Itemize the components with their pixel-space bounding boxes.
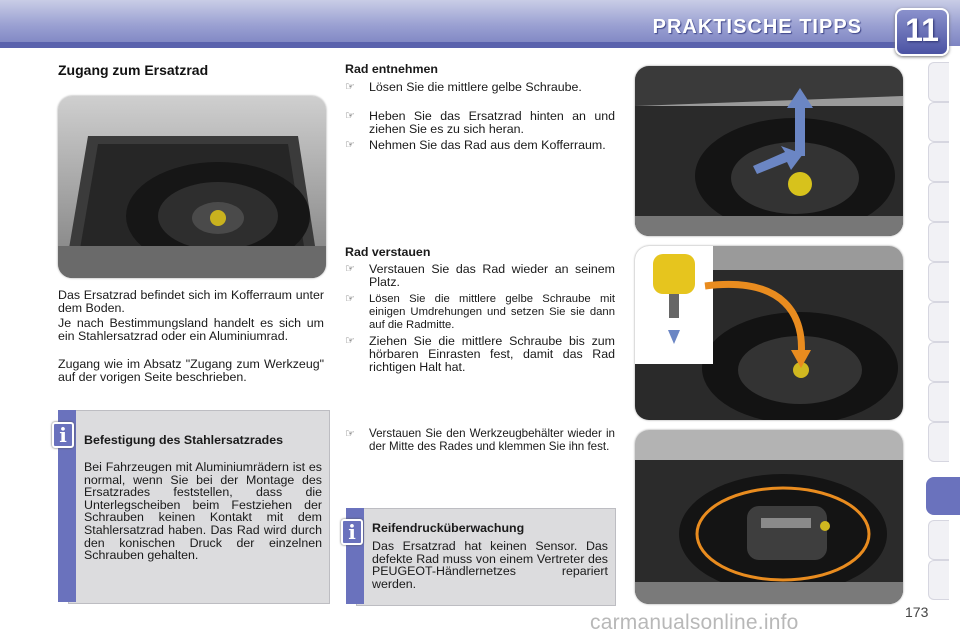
list-item-text: Verstauen Sie den Werkzeugbehälter wieder in der Mitte des Rades und klemmen Sie ihn fest. bbox=[369, 427, 615, 453]
side-tab[interactable] bbox=[928, 182, 949, 222]
section-title: Zugang zum Ersatzrad bbox=[58, 62, 209, 78]
side-tab[interactable] bbox=[928, 422, 949, 462]
pointing-hand-icon: ☞ bbox=[345, 428, 355, 440]
side-tab[interactable] bbox=[928, 560, 949, 600]
lift-wheel-photo bbox=[635, 66, 903, 236]
list-item-text: Lösen Sie die mittlere gelbe Schraube. bbox=[369, 80, 582, 94]
toolbox-in-wheel-photo bbox=[635, 430, 903, 604]
list-item-text: Verstauen Sie das Rad wieder an seinem Platz. bbox=[369, 262, 615, 289]
list-item-text: Ziehen Sie die mittlere Schraube bis zum hörbaren Einrasten fest, damit das Rad richtigen Halt hat. bbox=[369, 334, 615, 374]
intro-paragraph: Je nach Bestimmungsland handelt es sich um ein Stahlersatzrad oder ein Aluminiumrad. bbox=[58, 316, 324, 343]
pointing-hand-icon: ☞ bbox=[345, 81, 355, 93]
list-item-text: Nehmen Sie das Rad aus dem Kofferraum. bbox=[369, 138, 606, 152]
side-tab[interactable] bbox=[928, 520, 949, 560]
remove-wheel-title: Rad entnehmen bbox=[345, 62, 438, 76]
side-tab-active[interactable] bbox=[926, 477, 960, 515]
info-box-body: Das Ersatzrad hat keinen Sensor. Das defekte Rad muss von einem Vertreter des PEUGEOT-Händlernetzes repariert werden. bbox=[372, 539, 608, 591]
watermark: carmanualsonline.info bbox=[590, 611, 799, 634]
header-stripe bbox=[0, 42, 900, 48]
pointing-hand-icon: ☞ bbox=[345, 139, 355, 151]
pointing-hand-icon: ☞ bbox=[345, 263, 355, 275]
side-tab[interactable] bbox=[928, 342, 949, 382]
side-tab[interactable] bbox=[928, 102, 949, 142]
info-icon: i bbox=[341, 519, 363, 545]
side-tab[interactable] bbox=[928, 262, 949, 302]
pointing-hand-icon: ☞ bbox=[345, 110, 355, 122]
intro-paragraph: Das Ersatzrad befindet sich im Kofferraum unter dem Boden. bbox=[58, 288, 324, 315]
intro-paragraph: Zugang wie im Absatz "Zugang zum Werkzeug" auf der vorigen Seite beschrieben. bbox=[58, 357, 324, 384]
list-item-text: Heben Sie das Ersatzrad hinten an und ziehen Sie es zu sich heran. bbox=[369, 109, 615, 136]
side-tab[interactable] bbox=[928, 62, 949, 102]
page-number: 173 bbox=[905, 604, 929, 620]
pointing-hand-icon: ☞ bbox=[345, 335, 355, 347]
stow-wheel-title: Rad verstauen bbox=[345, 245, 431, 259]
side-tab[interactable] bbox=[928, 382, 949, 422]
info-box-title: Befestigung des Stahlersatzrades bbox=[84, 433, 284, 447]
side-tab[interactable] bbox=[928, 142, 949, 182]
page-title: PRAKTISCHE TIPPS bbox=[652, 16, 862, 38]
trunk-spare-wheel-photo bbox=[58, 96, 326, 278]
info-box-body: Bei Fahrzeugen mit Aluminiumrädern ist es normal, wenn Sie bei der Montage des Ersatzrades feststellen, dass die Unterlegscheiben beim Festziehen der Schrauben keinen Kontakt mit dem Stahlersatzrad haben. Das Rad wird durch den konischen Druck der einzelnen Schrauben gehalten. bbox=[84, 460, 322, 563]
list-item-text: Lösen Sie die mittlere gelbe Schraube mit einigen Umdrehungen und setzen Sie sie dann auf die Radmitte. bbox=[369, 293, 615, 331]
stow-wheel-photo bbox=[635, 246, 903, 420]
info-box-title: Reifendrucküberwachung bbox=[372, 521, 525, 535]
pointing-hand-icon: ☞ bbox=[345, 293, 355, 305]
side-tab[interactable] bbox=[928, 222, 949, 262]
info-icon: i bbox=[52, 422, 74, 448]
side-tab[interactable] bbox=[928, 302, 949, 342]
chapter-number: 11 bbox=[905, 12, 939, 48]
